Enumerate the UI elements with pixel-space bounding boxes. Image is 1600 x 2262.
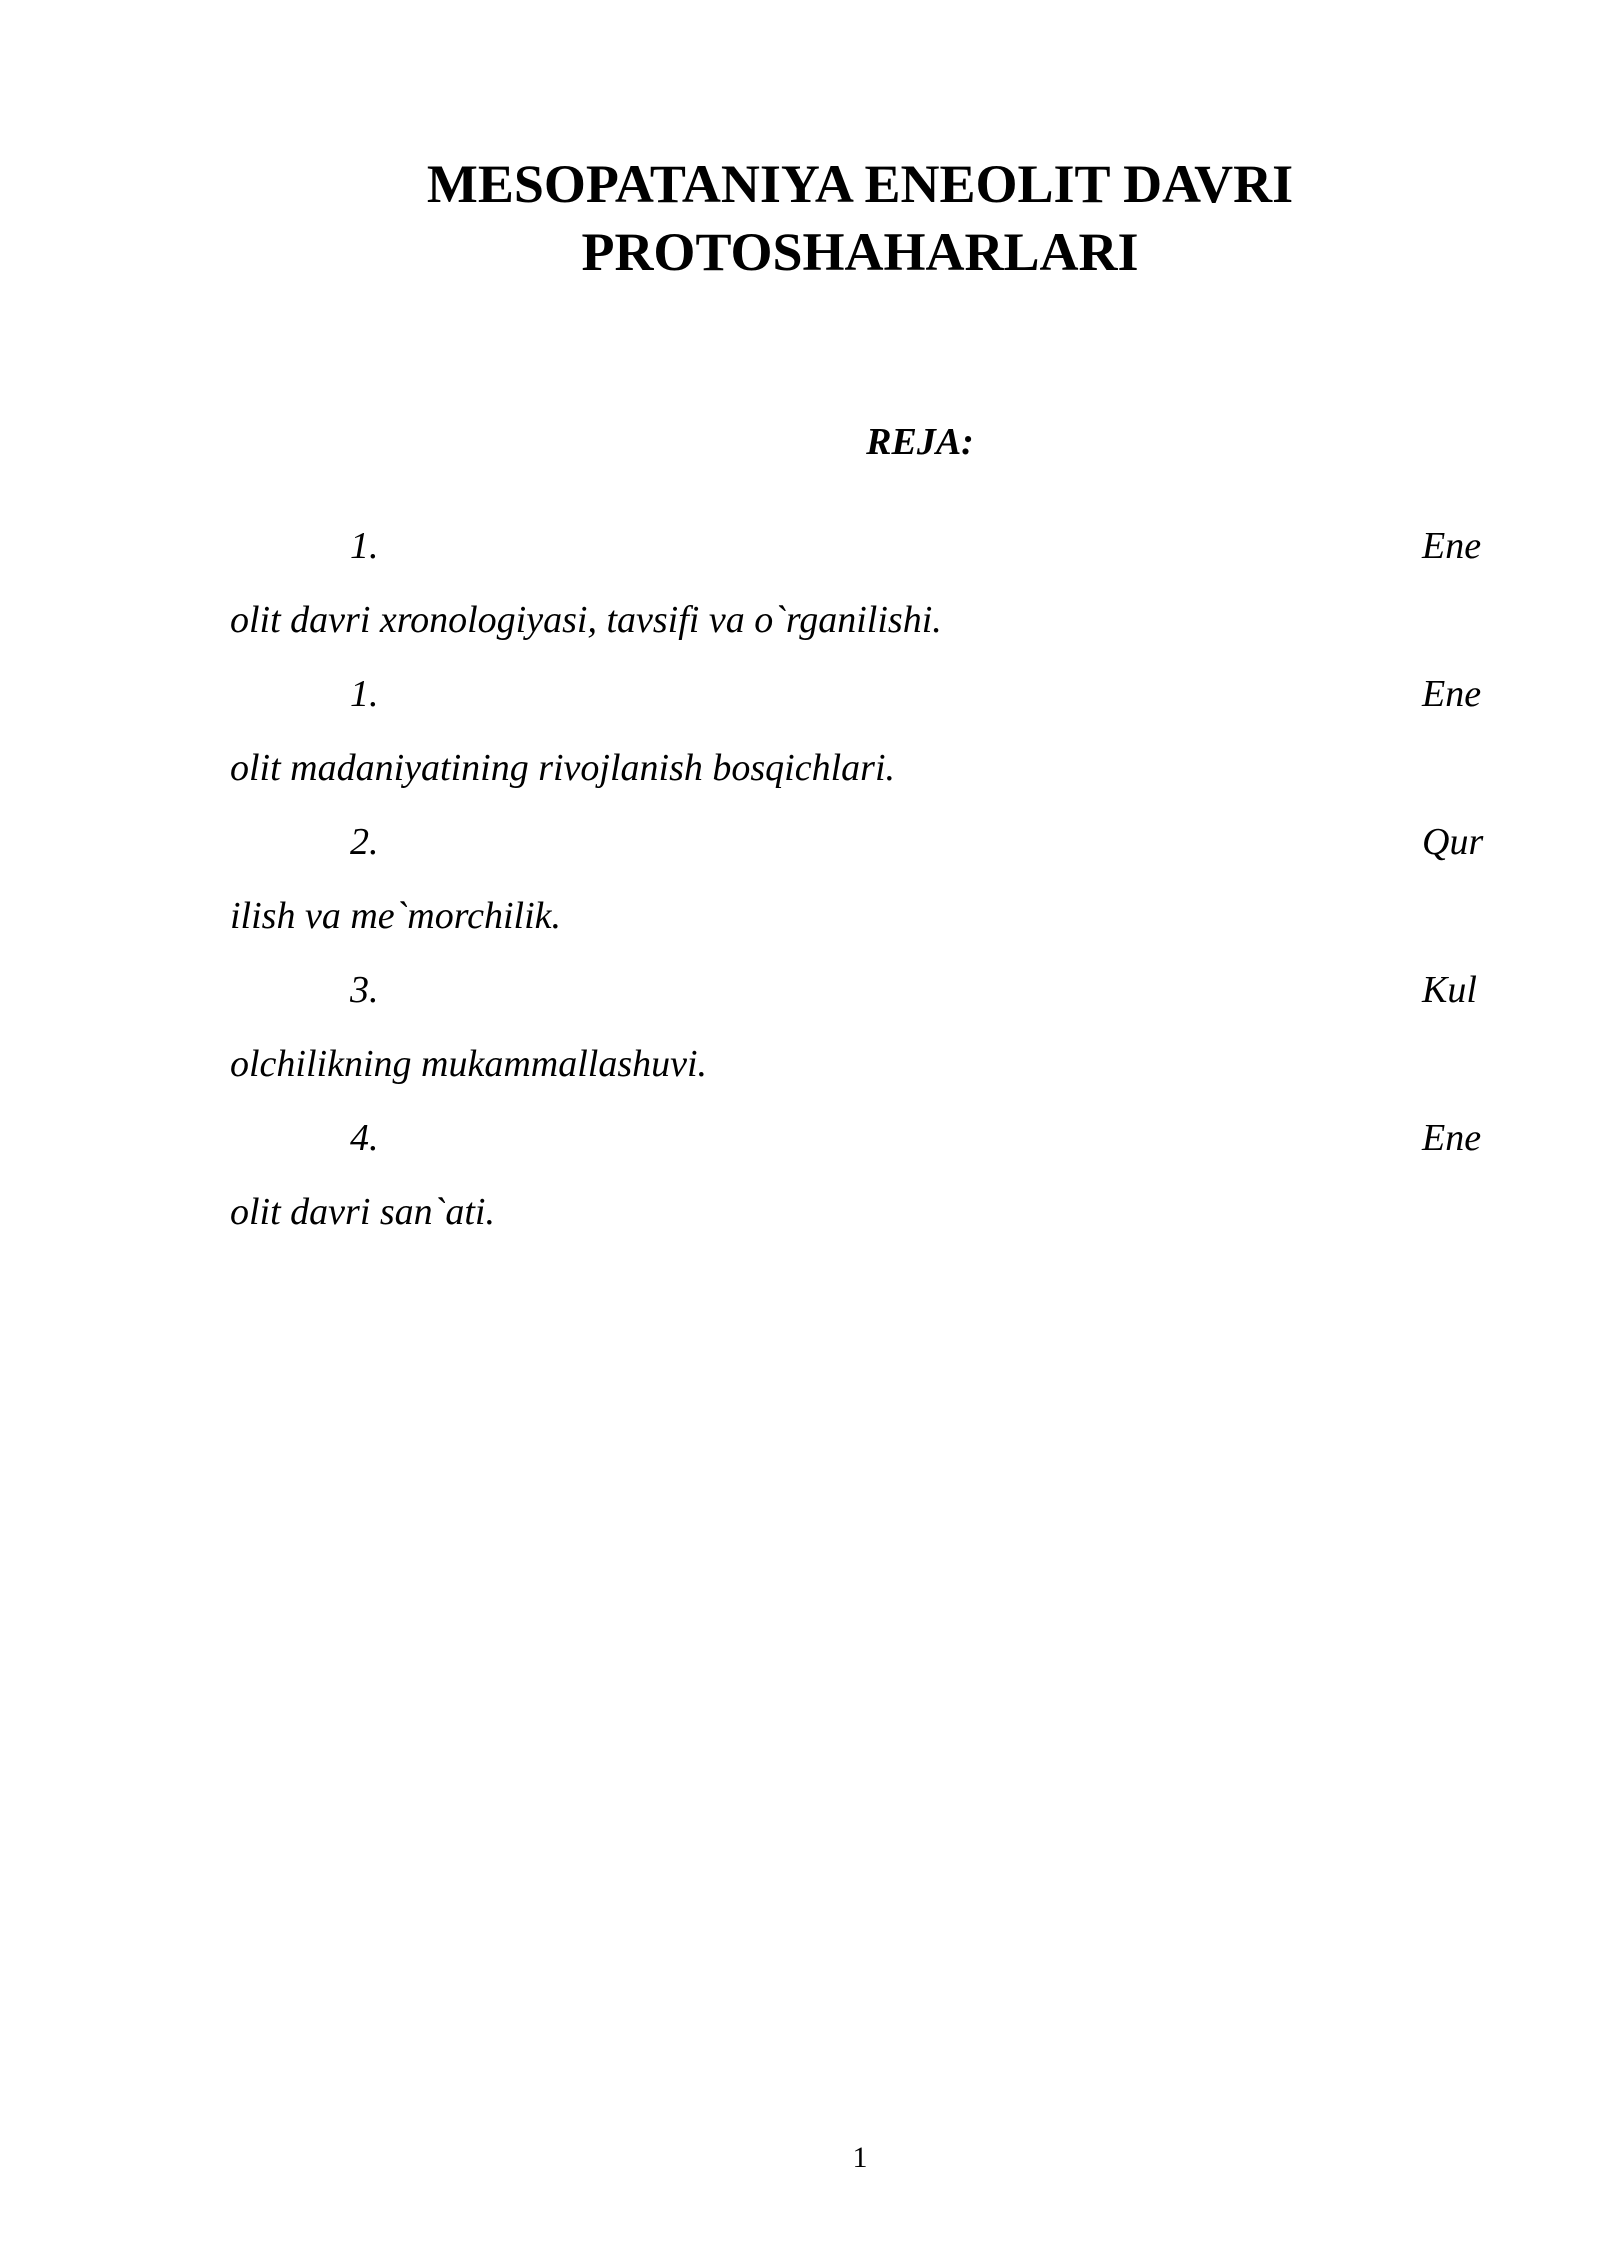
plan-item-5 bbox=[230, 1107, 1490, 1255]
plan-heading: REJA: bbox=[866, 421, 974, 463]
plan-item-continuation: ilish va me`morchilik. bbox=[230, 895, 562, 937]
title-line-2: PROTOSHAHARLARI bbox=[581, 222, 1139, 282]
plan-item-number: 2. bbox=[350, 821, 379, 863]
plan-item-first-line bbox=[230, 515, 1490, 589]
plan-item-4 bbox=[230, 959, 1490, 1107]
plan-item-head-text: Ene bbox=[1422, 673, 1482, 715]
plan-item-head-text: Ene bbox=[1422, 1117, 1482, 1159]
plan-item-first-line bbox=[230, 1107, 1490, 1181]
plan-item-first-line bbox=[230, 959, 1490, 1033]
title-line-1: MESOPATANIYA ENEOLIT DAVRI bbox=[426, 154, 1294, 214]
plan-item-3 bbox=[230, 811, 1490, 959]
plan-item-head-text: Ene bbox=[1422, 525, 1482, 567]
plan-item-continuation: olit davri san`ati. bbox=[230, 1191, 495, 1233]
page-number: 1 bbox=[852, 2141, 868, 2174]
plan-item-number: 4. bbox=[350, 1117, 379, 1159]
plan-item-head-text: Kul bbox=[1422, 969, 1477, 1011]
plan-item-2 bbox=[230, 663, 1490, 811]
plan-item-head-text: Qur bbox=[1422, 821, 1484, 863]
plan-item-first-line bbox=[230, 663, 1490, 737]
plan-list bbox=[230, 515, 1490, 1255]
plan-item-number: 1. bbox=[350, 525, 379, 567]
plan-item-continuation: olit madaniyatining rivojlanish bosqichlari. bbox=[230, 747, 895, 789]
plan-item-1 bbox=[230, 515, 1490, 663]
plan-item-number: 3. bbox=[350, 969, 379, 1011]
plan-item-continuation: olit davri xronologiyasi, tavsifi va o`rganilishi. bbox=[230, 599, 942, 641]
plan-item-continuation: olchilikning mukammallashuvi. bbox=[230, 1043, 708, 1085]
plan-item-first-line bbox=[230, 811, 1490, 885]
page-title bbox=[230, 150, 1490, 286]
plan-item-number: 1. bbox=[350, 673, 379, 715]
